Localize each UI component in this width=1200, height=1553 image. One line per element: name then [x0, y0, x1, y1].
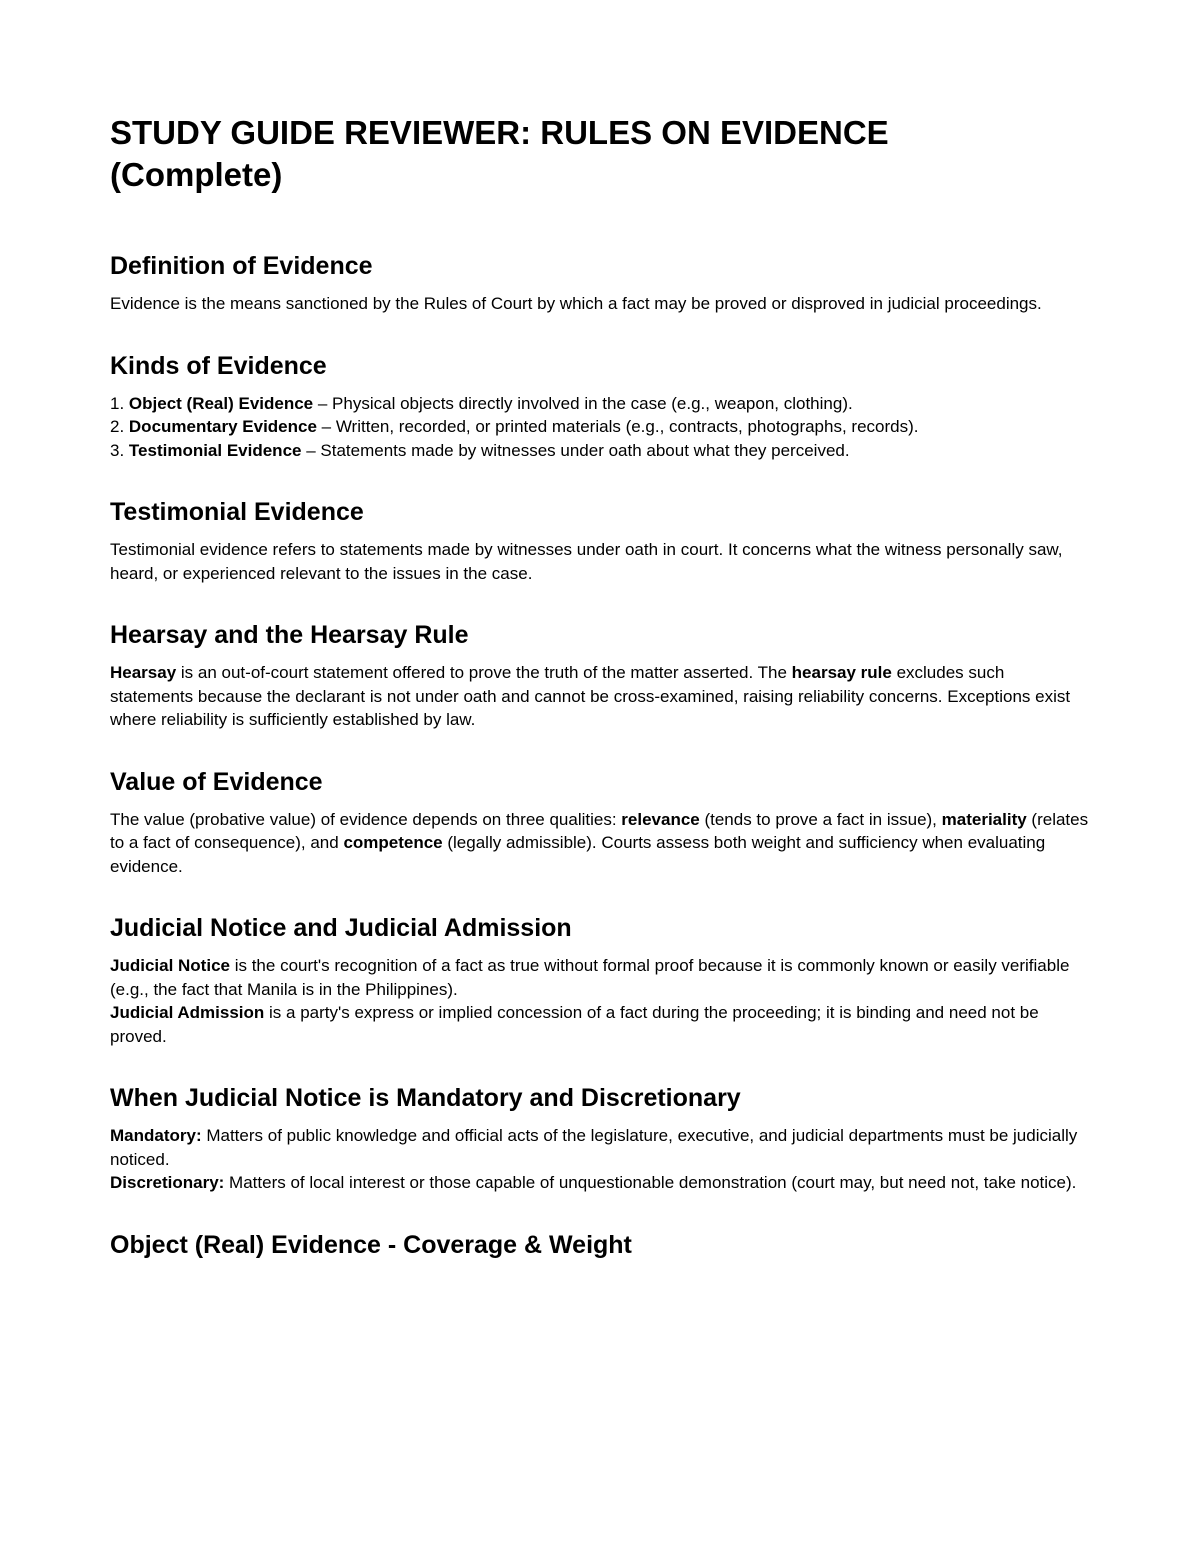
list-item	[110, 439, 1090, 463]
list-item-number: 1.	[110, 393, 129, 413]
mandatory-text: Matters of public knowledge and official acts of the legislature, executive, and judicial departments must be judicially noticed.	[110, 1126, 1078, 1169]
value-text-4: (legally admissible). Courts assess both weight and sufficiency when evaluating evidence.	[110, 833, 1046, 876]
judicial-admission-text: is a party's express or implied concession of a fact during the proceeding; it is binding and need not be proved.	[110, 1003, 1039, 1046]
judicial-notice-line	[110, 954, 1090, 1001]
section-heading-definition: Definition of Evidence	[110, 252, 373, 280]
judicial-notice-term: Judicial Notice	[110, 956, 230, 975]
document-title	[110, 112, 1090, 196]
relevance-term: relevance	[621, 809, 700, 829]
discretionary-line	[110, 1171, 1090, 1195]
value-text-1: The value (probative value) of evidence depends on three qualities:	[110, 809, 622, 829]
mandatory-term: Mandatory:	[110, 1126, 202, 1145]
list-item-text: – Physical objects directly involved in the case (e.g., weapon, clothing).	[313, 393, 853, 413]
section-heading-testimonial: Testimonial Evidence	[110, 498, 364, 526]
list-item-number: 2.	[110, 417, 129, 436]
list-item-term: Documentary Evidence	[128, 417, 317, 436]
discretionary-term: Discretionary:	[110, 1173, 225, 1192]
value-text-3: (relates to a fact of consequence), and	[110, 809, 1089, 852]
section-heading-mandatory: When Judicial Notice is Mandatory and Discretionary	[110, 1084, 741, 1112]
section-heading-value: Value of Evidence	[110, 767, 323, 796]
value-paragraph	[110, 808, 1090, 879]
judicial-admission-term: Judicial Admission	[110, 1003, 265, 1022]
judicial-admission-line	[110, 1001, 1090, 1048]
section-heading-kinds: Kinds of Evidence	[110, 351, 327, 380]
mandatory-line	[110, 1124, 1090, 1171]
competence-term: competence	[343, 833, 443, 852]
value-text-2: (tends to prove a fact in issue),	[699, 809, 942, 829]
discretionary-text: Matters of local interest or those capable of unquestionable demonstration (court may, but need not, take notice).	[224, 1173, 1077, 1192]
section-heading-judicial: Judicial Notice and Judicial Admission	[110, 914, 572, 942]
hearsay-term: Hearsay	[110, 663, 177, 682]
hearsay-text-2: excludes such statements because the declarant is not under oath and cannot be cross-examined, raising reliability concerns. Exceptions exist where reliability is sufficiently established by law.	[110, 663, 1071, 729]
kinds-list	[110, 392, 1090, 463]
hearsay-text-1: is an out-of-court statement offered to prove the truth of the matter asserted. The	[176, 663, 792, 682]
testimonial-paragraph: Testimonial evidence refers to statements made by witnesses under oath in court. It concerns what the witness personally saw, heard, or experienced relevant to the issues in the case.	[110, 540, 1063, 583]
mandatory-paragraph	[110, 1124, 1090, 1195]
list-item	[110, 392, 1090, 416]
document-page	[110, 112, 1090, 1271]
judicial-notice-text: is the court's recognition of a fact as true without formal proof because it is commonly known or easily verifiable (e.g., the fact that Manila is in the Philippines).	[110, 956, 1070, 999]
list-item-term: Object (Real) Evidence	[128, 393, 314, 413]
list-item-text: – Written, recorded, or printed materials (e.g., contracts, photographs, records).	[316, 417, 919, 436]
list-item-text: – Statements made by witnesses under oath about what they perceived.	[301, 440, 850, 460]
document-title-line-1: STUDY GUIDE REVIEWER: RULES ON EVIDENCE	[110, 114, 889, 151]
list-item	[110, 415, 1090, 439]
section-heading-hearsay: Hearsay and the Hearsay Rule	[110, 621, 469, 649]
document-title-line-2: (Complete)	[110, 156, 283, 193]
hearsay-rule-term: hearsay rule	[791, 663, 892, 682]
definition-paragraph: Evidence is the means sanctioned by the Rules of Court by which a fact may be proved or disproved in judicial proceedings.	[110, 294, 1042, 313]
list-item-term: Testimonial Evidence	[128, 440, 302, 460]
section-heading-object: Object (Real) Evidence - Coverage & Weight	[110, 1230, 632, 1259]
list-item-number: 3.	[110, 440, 129, 460]
materiality-term: materiality	[941, 809, 1027, 829]
judicial-paragraph	[110, 954, 1090, 1048]
hearsay-paragraph	[110, 661, 1090, 732]
